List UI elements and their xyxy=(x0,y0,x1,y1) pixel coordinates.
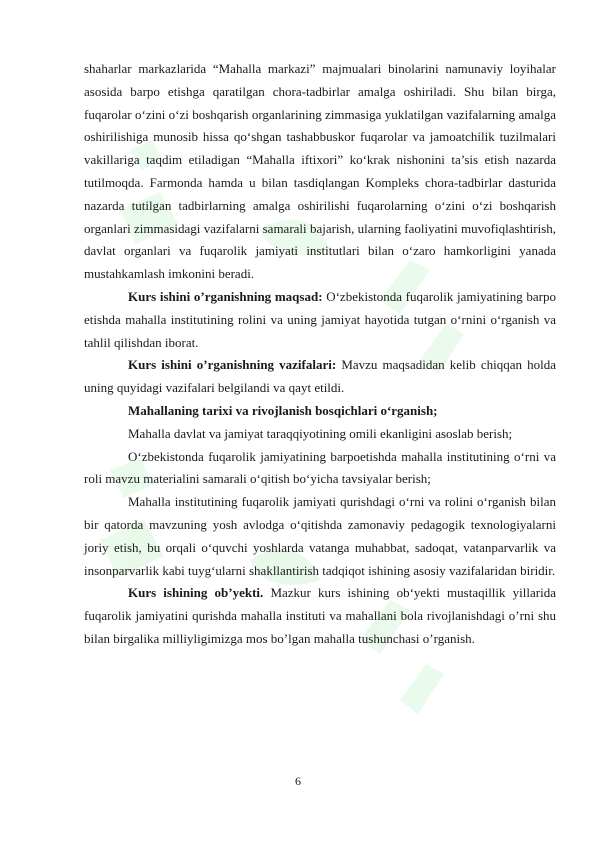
task-item-2: Mahalla davlat va jamiyat taraqqiyotining omili ekanligini asoslab berish; xyxy=(128,425,513,441)
goal-heading: Kurs ishini o’rganishning maqsad: xyxy=(128,288,323,304)
paragraph-intro: shaharlar markazlarida “Mahalla markazi” majmualari binolarini namunaviy loyihalar asosida barpo etishga qaratilgan chora-tadbirlar amalga oshiriladi. Shu bilan birga, fuqarolar o‘zini o‘zi boshqarish organlarining zimmasiga yuklatilgan vazifalarning amalga oshirilishiga munosib hissa qo‘shgan tashabbuskor fuqarolar va jamoatchilik tuzilmalari vakillariga taqdim etiladigan “Mahalla iftixori” ko‘krak nishonini ta’sis etish nazarda tutilmoqda. Farmonda hamda u bilan tasdiqlangan Kompleks chora-tadbirlar dasturida nazarda tutilgan tadbirlarning amalga oshirilishi fuqarolarning o‘zini o‘zi boshqarish organlari zimmasidagi vazifalarni samarali bajarish, ularning faoliyatini muvofiqlashtirish, davlat organlari va fuqarolik jamiyati institutlari bilan o‘zaro hamkorligini yanada mustahkamlash imkonini beradi. xyxy=(84,61,556,282)
paragraph-object: Kurs ishining ob’yekti. Mazkur kurs ishining ob‘yekti mustaqillik yillarida fuqarolik jamiyatini qurishda mahalla instituti va mahallani bola rivojlanishdagi o’rni shu bilan birgalika milliyligimizga mos bo’lgan mahalla tushunchasi o’rganish. xyxy=(84,585,556,646)
tasks-heading: Kurs ishini o’rganishning vazifalari: xyxy=(128,357,337,373)
paragraph-goal: Kurs ishini o’rganishning maqsad: O‘zbekistonda fuqarolik jamiyatining barpo etishda mahalla institutining rolini va uning jamiyat hayotida tutgan o‘rnini o‘rganish va tahlil qilishdan iborat. xyxy=(84,288,556,350)
task-item-1: Mahallaning tarixi va rivojlanish bosqichlari o‘rganish; xyxy=(128,402,438,418)
task-item-4: Mahalla institutining fuqarolik jamiyati qurishdagi o‘rni va rolini o‘rganish bilan bir qatorda mavzuning yosh avlodga o‘qitishda zamonaviy pedagogik texnologiyalarni joriy etish, bu orqali o‘quvchi yoshlarda vatanga muhabbat, sadoqat, vatanparvarlik va insonparvarlik kabi tuyg‘ularni shakllantirish tadqiqot ishining asosiy vazifalaridan biridir. xyxy=(84,494,556,578)
document-body xyxy=(84,58,556,651)
page-number: 6 xyxy=(295,774,301,788)
task-item-3: O‘zbekistonda fuqarolik jamiyatining barpoetishda mahalla institutining o‘rni va roli mavzu materialini samarali o‘qitish bo‘yicha tavsiyalar berish; xyxy=(84,448,556,487)
paragraph-tasks: Kurs ishini o’rganishning vazifalari: Mavzu maqsadidan kelib chiqqan holda uning quyidagi vazifalari belgilandi va qayt etildi. xyxy=(84,357,556,396)
object-heading: Kurs ishining ob’yekti. xyxy=(128,585,264,601)
